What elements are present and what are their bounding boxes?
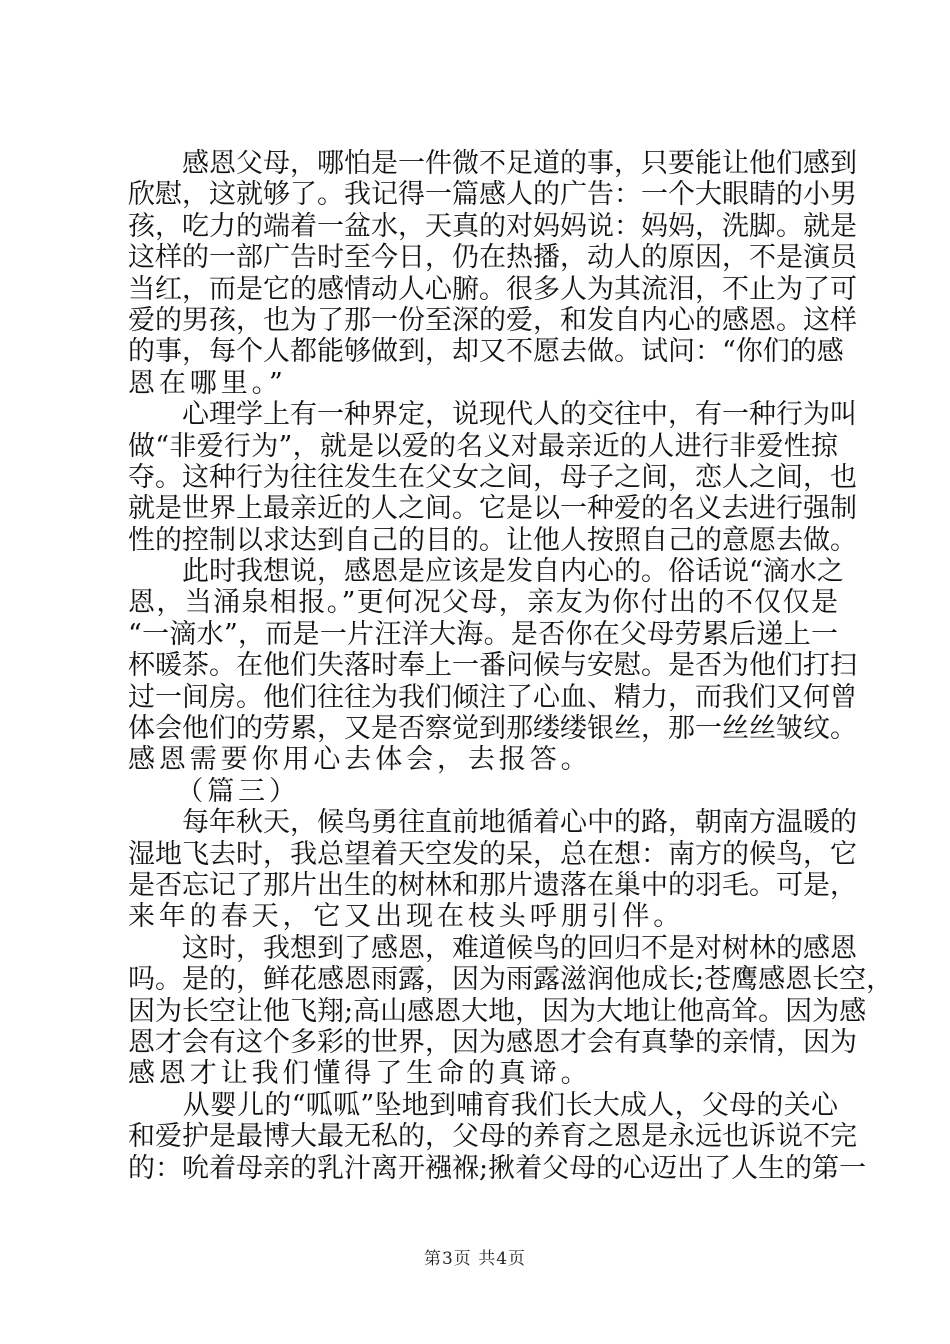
text-line: 这样的一部广告时至今日，仍在热播，动人的原因，不是演员 <box>128 242 857 274</box>
text-line: 当红，而是它的感情动人心腑。很多人为其流泪，不止为了可 <box>128 273 857 305</box>
text-line: 此时我想说，感恩是应该是发自内心的。俗话说“滴水之 <box>128 556 844 588</box>
text-line: 恩在哪里。” <box>128 367 287 399</box>
text-line: 从婴儿的“呱呱”坠地到哺育我们长大成人，父母的关心 <box>128 1089 838 1121</box>
text-line: 的：吮着母亲的乳汁离开襁褓;揪着父母的心迈出了人生的第一 <box>128 1152 867 1184</box>
text-line: 吗。是的，鲜花感恩雨露，因为雨露滋润他成长;苍鹰感恩长空， <box>128 964 894 996</box>
text-line: 每年秋天，候鸟勇往直前地循着心中的路，朝南方温暖的 <box>128 807 857 839</box>
text-line: 湿地飞去时，我总望着天空发的呆，总在想：南方的候鸟，它 <box>128 838 857 870</box>
text-line: 杯暖茶。在他们失落时奉上一番问候与安慰。是否为他们打扫 <box>128 650 857 682</box>
text-line: 孩，吃力的端着一盆水，天真的对妈妈说：妈妈，洗脚。就是 <box>128 210 857 242</box>
text-line: 爱的男孩，也为了那一份至深的爱，和发自内心的感恩。这样 <box>128 304 857 336</box>
text-line: 过一间房。他们往往为我们倾注了心血、精力，而我们又何曾 <box>128 681 857 713</box>
document-body <box>128 148 894 1184</box>
text-line: 性的控制以求达到自己的目的。让他人按照自己的意愿去做。 <box>128 524 857 556</box>
text-line: 来年的春天，它又出现在枝头呼朋引伴。 <box>128 901 685 933</box>
text-line: 和爱护是最博大最无私的，父母的养育之恩是永远也诉说不完 <box>128 1121 857 1153</box>
text-line: 是否忘记了那片出生的树林和那片遗落在巢中的羽毛。可是， <box>128 869 857 901</box>
text-line: 恩，当涌泉相报。”更何况父母，亲友为你付出的不仅仅是 <box>128 587 838 619</box>
text-line: 体会他们的劳累，又是否察觉到那缕缕银丝，那一丝丝皱纹。 <box>128 713 857 745</box>
text-line: 感恩需要你用心去体会，去报答。 <box>128 744 592 776</box>
text-line: 做“非爱行为”，就是以爱的名义对最亲近的人进行非爱性掠 <box>128 430 838 462</box>
text-line: 心理学上有一种界定，说现代人的交往中，有一种行为叫 <box>128 399 857 431</box>
text-line: “一滴水”，而是一片汪洋大海。是否你在父母劳累后递上一 <box>128 618 838 650</box>
text-line: 夺。这种行为往往发生在父女之间，母子之间，恋人之间，也 <box>128 461 857 493</box>
text-line: 欣慰，这就够了。我记得一篇感人的广告：一个大眼睛的小男 <box>128 179 857 211</box>
text-line: 的事，每个人都能够做到，却又不愿去做。试问：“你们的感 <box>128 336 844 368</box>
page-number-footer: 第3页 共4页 <box>423 1249 527 1269</box>
text-line: 这时，我想到了感恩，难道候鸟的回归不是对树林的感恩 <box>128 932 857 964</box>
section-heading: （篇三） <box>128 775 300 807</box>
text-line: 就是世界上最亲近的人之间。它是以一种爱的名义去进行强制 <box>128 493 857 525</box>
text-line: 因为长空让他飞翔;高山感恩大地，因为大地让他高耸。因为感 <box>128 995 867 1027</box>
text-line: 感恩父母，哪怕是一件微不足道的事，只要能让他们感到 <box>128 148 857 179</box>
text-line: 感恩才让我们懂得了生命的真谛。 <box>128 1058 592 1090</box>
text-line: 恩才会有这个多彩的世界，因为感恩才会有真挚的亲情，因为 <box>128 1026 857 1058</box>
